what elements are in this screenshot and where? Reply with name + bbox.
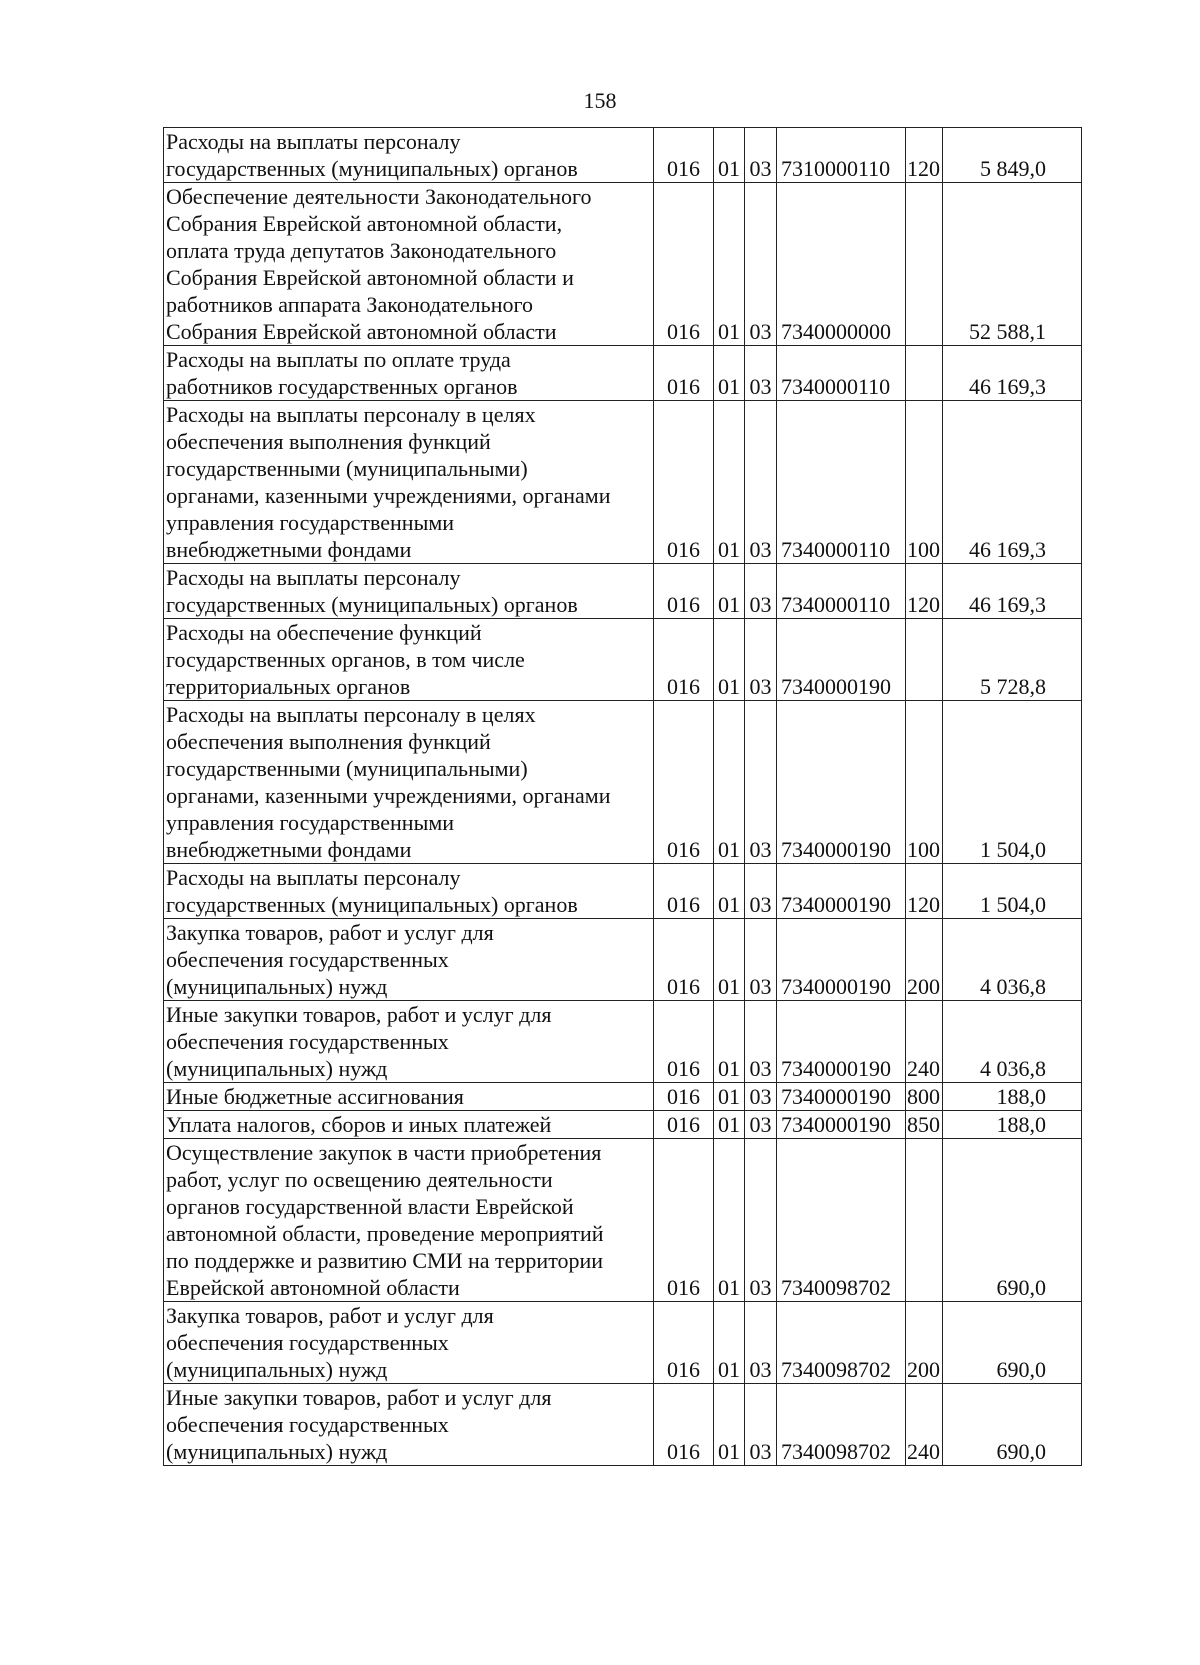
item-name-line: Иные закупки товаров, работ и услуг для bbox=[166, 1385, 552, 1410]
item-name-cell bbox=[164, 183, 654, 346]
table-row bbox=[164, 183, 1082, 346]
item-name-line: государственных (муниципальных) органов bbox=[166, 892, 578, 917]
subsection-code-cell: 03 bbox=[745, 1111, 777, 1139]
subsection-code-cell: 03 bbox=[745, 864, 777, 919]
page-number: 158 bbox=[583, 88, 617, 113]
item-name-line: государственными (муниципальными) bbox=[166, 456, 528, 481]
section-code-cell: 01 bbox=[714, 701, 745, 864]
item-name-cell bbox=[164, 1139, 654, 1302]
item-name-line: Закупка товаров, работ и услуг для bbox=[166, 920, 494, 945]
item-name-line: государственных (муниципальных) органов bbox=[166, 156, 578, 181]
subsection-code-cell: 03 bbox=[745, 401, 777, 564]
budget-table-body bbox=[164, 128, 1082, 1466]
subsection-code-cell: 03 bbox=[745, 919, 777, 1001]
table-row bbox=[164, 564, 1082, 619]
subsection-code-cell: 03 bbox=[745, 619, 777, 701]
item-name-line: Расходы на обеспечение функций bbox=[166, 620, 482, 645]
item-name-cell bbox=[164, 919, 654, 1001]
item-name-cell bbox=[164, 864, 654, 919]
table-row bbox=[164, 1001, 1082, 1083]
item-name-line: государственных (муниципальных) органов bbox=[166, 592, 578, 617]
table-row bbox=[164, 864, 1082, 919]
item-name-line: Расходы на выплаты персоналу bbox=[166, 129, 461, 154]
subsection-code-cell: 03 bbox=[745, 1139, 777, 1302]
subsection-code-cell: 03 bbox=[745, 183, 777, 346]
section-code-cell: 01 bbox=[714, 346, 745, 401]
item-name-line: Закупка товаров, работ и услуг для bbox=[166, 1303, 494, 1328]
subsection-code-cell: 03 bbox=[745, 564, 777, 619]
item-name-line: Осуществление закупок в части приобретения bbox=[166, 1140, 602, 1165]
item-name-cell bbox=[164, 346, 654, 401]
amount-cell: 46 169,3 bbox=[943, 401, 1082, 564]
section-code-cell: 01 bbox=[714, 401, 745, 564]
section-code-cell: 01 bbox=[714, 128, 745, 183]
target-article-cell: 7340098702 bbox=[777, 1302, 906, 1384]
ved-code-cell: 016 bbox=[654, 864, 714, 919]
ved-code-cell: 016 bbox=[654, 401, 714, 564]
ved-code-cell: 016 bbox=[654, 1001, 714, 1083]
section-code-cell: 01 bbox=[714, 619, 745, 701]
amount-cell: 4 036,8 bbox=[943, 919, 1082, 1001]
expense-type-cell bbox=[906, 346, 943, 401]
amount-cell: 4 036,8 bbox=[943, 1001, 1082, 1083]
item-name-cell bbox=[164, 564, 654, 619]
expense-type-cell: 120 bbox=[906, 564, 943, 619]
table-row bbox=[164, 128, 1082, 183]
table-row bbox=[164, 619, 1082, 701]
item-name-line: работ, услуг по освещению деятельности bbox=[166, 1167, 553, 1192]
expense-type-cell bbox=[906, 619, 943, 701]
item-name-line: Расходы на выплаты персоналу в целях bbox=[166, 402, 536, 427]
subsection-code-cell: 03 bbox=[745, 1302, 777, 1384]
target-article-cell: 7340000190 bbox=[777, 1111, 906, 1139]
item-name-line: Иные бюджетные ассигнования bbox=[166, 1084, 464, 1109]
ved-code-cell: 016 bbox=[654, 619, 714, 701]
item-name-line: внебюджетными фондами bbox=[166, 537, 412, 562]
item-name-line: (муниципальных) нужд bbox=[166, 1056, 388, 1081]
expense-type-cell: 800 bbox=[906, 1083, 943, 1111]
table-row bbox=[164, 1384, 1082, 1466]
item-name-line: обеспечения выполнения функций bbox=[166, 429, 491, 454]
budget-table bbox=[163, 127, 1082, 1466]
target-article-cell: 7340000110 bbox=[777, 346, 906, 401]
expense-type-cell: 240 bbox=[906, 1384, 943, 1466]
item-name-line: (муниципальных) нужд bbox=[166, 1439, 388, 1464]
item-name-line: государственных органов, в том числе bbox=[166, 647, 525, 672]
subsection-code-cell: 03 bbox=[745, 701, 777, 864]
item-name-line: обеспечения государственных bbox=[166, 1412, 449, 1437]
item-name-line: управления государственными bbox=[166, 810, 455, 835]
ved-code-cell: 016 bbox=[654, 564, 714, 619]
item-name-line: внебюджетными фондами bbox=[166, 837, 412, 862]
item-name-line: Собрания Еврейской автономной области и bbox=[166, 265, 574, 290]
section-code-cell: 01 bbox=[714, 1139, 745, 1302]
table-row bbox=[164, 1111, 1082, 1139]
item-name-line: Иные закупки товаров, работ и услуг для bbox=[166, 1002, 552, 1027]
table-row bbox=[164, 346, 1082, 401]
amount-cell: 188,0 bbox=[943, 1111, 1082, 1139]
item-name-line: Расходы на выплаты персоналу bbox=[166, 865, 461, 890]
amount-cell: 690,0 bbox=[943, 1302, 1082, 1384]
item-name-line: (муниципальных) нужд bbox=[166, 974, 388, 999]
amount-cell: 5 849,0 bbox=[943, 128, 1082, 183]
item-name-line: обеспечения государственных bbox=[166, 947, 449, 972]
target-article-cell: 7340000190 bbox=[777, 919, 906, 1001]
table-row bbox=[164, 1302, 1082, 1384]
ved-code-cell: 016 bbox=[654, 128, 714, 183]
ved-code-cell: 016 bbox=[654, 183, 714, 346]
item-name-line: Собрания Еврейской автономной области bbox=[166, 319, 557, 344]
target-article-cell: 7340000190 bbox=[777, 701, 906, 864]
target-article-cell: 7340000110 bbox=[777, 564, 906, 619]
item-name-line: Собрания Еврейской автономной области, bbox=[166, 211, 563, 236]
item-name-cell bbox=[164, 401, 654, 564]
item-name-line: Расходы на выплаты персоналу в целях bbox=[166, 702, 536, 727]
ved-code-cell: 016 bbox=[654, 1139, 714, 1302]
amount-cell: 52 588,1 bbox=[943, 183, 1082, 346]
ved-code-cell: 016 bbox=[654, 919, 714, 1001]
subsection-code-cell: 03 bbox=[745, 1384, 777, 1466]
section-code-cell: 01 bbox=[714, 864, 745, 919]
section-code-cell: 01 bbox=[714, 1083, 745, 1111]
target-article-cell: 7310000110 bbox=[777, 128, 906, 183]
subsection-code-cell: 03 bbox=[745, 1001, 777, 1083]
item-name-line: управления государственными bbox=[166, 510, 455, 535]
expense-type-cell: 850 bbox=[906, 1111, 943, 1139]
section-code-cell: 01 bbox=[714, 1111, 745, 1139]
item-name-line: органами, казенными учреждениями, органами bbox=[166, 483, 611, 508]
item-name-cell bbox=[164, 1083, 654, 1111]
amount-cell: 5 728,8 bbox=[943, 619, 1082, 701]
target-article-cell: 7340000190 bbox=[777, 864, 906, 919]
ved-code-cell: 016 bbox=[654, 1384, 714, 1466]
item-name-line: Расходы на выплаты по оплате труда bbox=[166, 347, 511, 372]
item-name-line: Расходы на выплаты персоналу bbox=[166, 565, 461, 590]
item-name-line: оплата труда депутатов Законодательного bbox=[166, 238, 557, 263]
item-name-line: обеспечения государственных bbox=[166, 1029, 449, 1054]
item-name-line: работников аппарата Законодательного bbox=[166, 292, 533, 317]
expense-type-cell: 200 bbox=[906, 1302, 943, 1384]
item-name-cell bbox=[164, 1111, 654, 1139]
target-article-cell: 7340000110 bbox=[777, 401, 906, 564]
item-name-cell bbox=[164, 128, 654, 183]
item-name-line: обеспечения государственных bbox=[166, 1330, 449, 1355]
item-name-cell bbox=[164, 1001, 654, 1083]
item-name-line: (муниципальных) нужд bbox=[166, 1357, 388, 1382]
section-code-cell: 01 bbox=[714, 1001, 745, 1083]
table-row bbox=[164, 1139, 1082, 1302]
section-code-cell: 01 bbox=[714, 919, 745, 1001]
target-article-cell: 7340098702 bbox=[777, 1139, 906, 1302]
item-name-line: Еврейской автономной области bbox=[166, 1275, 460, 1300]
item-name-line: по поддержке и развитию СМИ на территории bbox=[166, 1248, 604, 1273]
item-name-line: работников государственных органов bbox=[166, 374, 518, 399]
item-name-line: Обеспечение деятельности Законодательного bbox=[166, 184, 592, 209]
item-name-line: автономной области, проведение мероприятий bbox=[166, 1221, 604, 1246]
target-article-cell: 7340000190 bbox=[777, 619, 906, 701]
ved-code-cell: 016 bbox=[654, 701, 714, 864]
expense-type-cell: 120 bbox=[906, 128, 943, 183]
item-name-cell bbox=[164, 1384, 654, 1466]
amount-cell: 1 504,0 bbox=[943, 701, 1082, 864]
item-name-cell bbox=[164, 619, 654, 701]
subsection-code-cell: 03 bbox=[745, 346, 777, 401]
item-name-line: обеспечения выполнения функций bbox=[166, 729, 491, 754]
section-code-cell: 01 bbox=[714, 183, 745, 346]
target-article-cell: 7340000190 bbox=[777, 1001, 906, 1083]
item-name-cell bbox=[164, 701, 654, 864]
item-name-line: Уплата налогов, сборов и иных платежей bbox=[166, 1112, 552, 1137]
item-name-line: государственными (муниципальными) bbox=[166, 756, 528, 781]
ved-code-cell: 016 bbox=[654, 1111, 714, 1139]
amount-cell: 46 169,3 bbox=[943, 346, 1082, 401]
target-article-cell: 7340000190 bbox=[777, 1083, 906, 1111]
section-code-cell: 01 bbox=[714, 564, 745, 619]
item-name-cell bbox=[164, 1302, 654, 1384]
amount-cell: 46 169,3 bbox=[943, 564, 1082, 619]
ved-code-cell: 016 bbox=[654, 1083, 714, 1111]
section-code-cell: 01 bbox=[714, 1302, 745, 1384]
subsection-code-cell: 03 bbox=[745, 1083, 777, 1111]
expense-type-cell: 200 bbox=[906, 919, 943, 1001]
target-article-cell: 7340000000 bbox=[777, 183, 906, 346]
table-row bbox=[164, 701, 1082, 864]
item-name-line: территориальных органов bbox=[166, 674, 411, 699]
expense-type-cell: 100 bbox=[906, 401, 943, 564]
ved-code-cell: 016 bbox=[654, 346, 714, 401]
amount-cell: 690,0 bbox=[943, 1384, 1082, 1466]
target-article-cell: 7340098702 bbox=[777, 1384, 906, 1466]
expense-type-cell: 100 bbox=[906, 701, 943, 864]
item-name-line: органами, казенными учреждениями, органами bbox=[166, 783, 611, 808]
item-name-line: органов государственной власти Еврейской bbox=[166, 1194, 574, 1219]
amount-cell: 188,0 bbox=[943, 1083, 1082, 1111]
expense-type-cell: 120 bbox=[906, 864, 943, 919]
expense-type-cell: 240 bbox=[906, 1001, 943, 1083]
subsection-code-cell: 03 bbox=[745, 128, 777, 183]
expense-type-cell bbox=[906, 1139, 943, 1302]
amount-cell: 1 504,0 bbox=[943, 864, 1082, 919]
amount-cell: 690,0 bbox=[943, 1139, 1082, 1302]
ved-code-cell: 016 bbox=[654, 1302, 714, 1384]
table-row bbox=[164, 401, 1082, 564]
table-row bbox=[164, 1083, 1082, 1111]
section-code-cell: 01 bbox=[714, 1384, 745, 1466]
table-row bbox=[164, 919, 1082, 1001]
expense-type-cell bbox=[906, 183, 943, 346]
